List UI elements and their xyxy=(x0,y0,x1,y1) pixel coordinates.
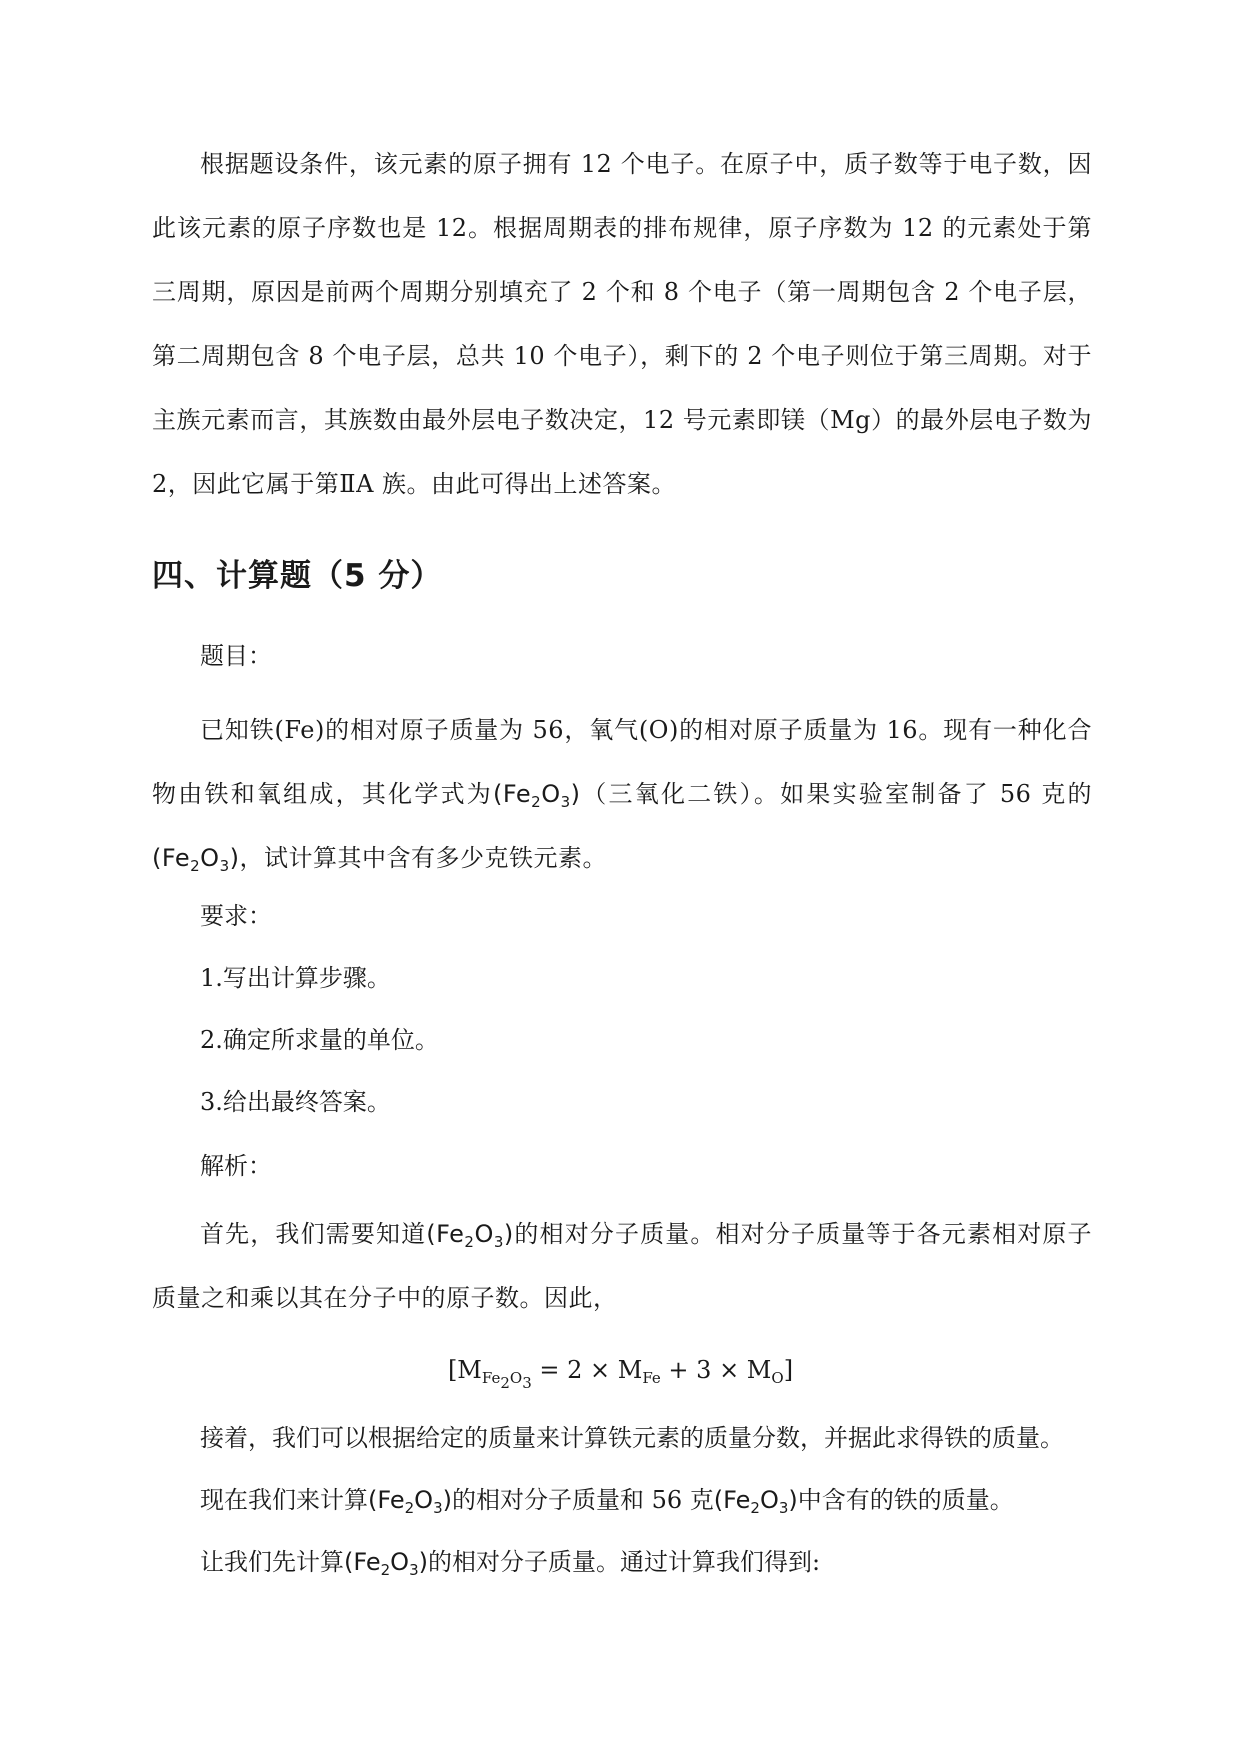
requirement-item-3: 3.给出最终答案。 xyxy=(200,1088,391,1116)
analysis-text-1: 首先，我们需要知道 xyxy=(200,1220,427,1248)
analysis-label: 解析： xyxy=(200,1152,272,1180)
compound-formula: $(Fe_2O_3)$ xyxy=(713,1486,798,1517)
requirement-item-1: 1.写出计算步骤。 xyxy=(200,964,391,992)
calc-line: 现在我们来计算$(Fe_2O_3)$的相对分子质量和 56 克$(Fe_2O_3)$中含有的铁的质量。 xyxy=(200,1486,1014,1517)
first-calc-line: 让我们先计算$(Fe_2O_3)$的相对分子质量。通过计算我们得到: xyxy=(200,1548,821,1579)
question-text-2: （三氧化二铁）。如果实验室制备了 56 克的 xyxy=(580,780,1093,808)
analysis-paragraph xyxy=(152,1202,1092,1330)
question-text-3: ，试计算其中含有多少克铁元素。 xyxy=(239,844,607,872)
compound-formula: $(Fe_2O_3)$ xyxy=(368,1486,452,1517)
requirements-label: 要求： xyxy=(200,902,272,930)
molar-mass-formula: $[M_{Fe_2O_3} = 2 \times M_{Fe} + 3 \times M_O]$ xyxy=(447,1356,794,1392)
compound-formula: $(Fe_2O_3)$ xyxy=(493,780,581,811)
next-step-text: 接着，我们可以根据给定的质量来计算铁元素的质量分数，并据此求得铁的质量。 xyxy=(200,1424,1064,1452)
compound-formula: $(Fe_2O_3)$ xyxy=(344,1548,428,1579)
analysis-text-2: 的相对分子质量。相对分子质量等于各元素相对原子质量之和乘以其在分子中的原子数。因此， xyxy=(152,1220,1093,1312)
question-label: 题目： xyxy=(200,642,272,670)
question-paragraph xyxy=(152,698,1092,890)
section-heading: 四、计算题（5 分） xyxy=(152,558,443,594)
compound-formula: $(Fe_2O_3)$ xyxy=(152,844,240,875)
compound-formula: $(Fe_2O_3)$ xyxy=(426,1220,514,1251)
intro-paragraph: 根据题设条件，该元素的原子拥有 12 个电子。在原子中，质子数等于电子数，因此该元素的原子序数也是 12。根据周期表的排布规律，原子序数为 12 的元素处于第三周期，原因是前两个周期分别填充了 2 个和 8 个电子（第一周期包含 2 个电子层，第二周期包含 8 个电子层，总共 10 个电子），剩下的 2 个电子则位于第三周期。对于主族元素而言，其族数由最外层电子数决定，12 号元素即镁（Mg）的最外层电子数为 2，因此它属于第ⅡA 族。由此可得出上述答案。 xyxy=(152,150,1092,498)
requirement-item-2: 2.确定所求量的单位。 xyxy=(200,1026,439,1054)
question-text-1: 已知铁(Fe)的相对原子质量为 56，氧气(O)的相对原子质量为 16。现有一种化合物由铁和氧组成，其化学式为 xyxy=(152,716,1092,808)
